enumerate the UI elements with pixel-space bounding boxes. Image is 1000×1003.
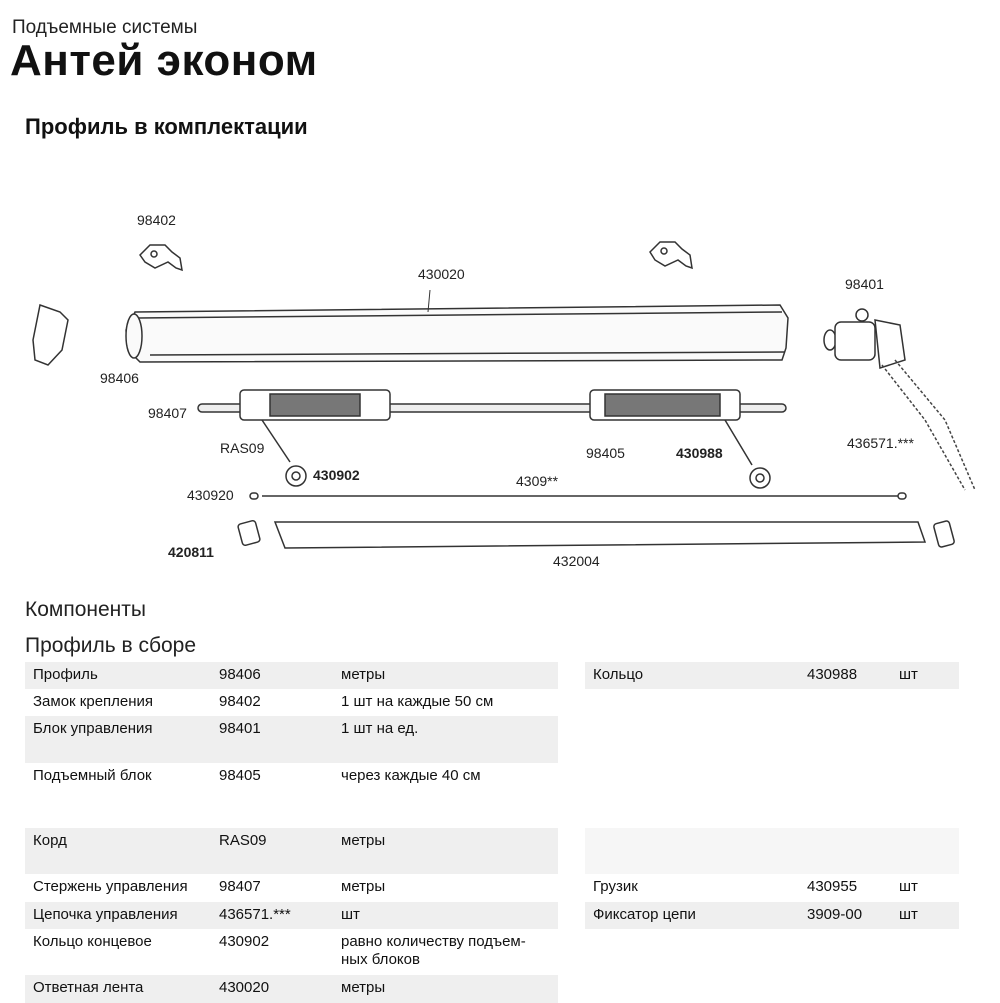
cell-name: Замок крепления xyxy=(33,693,154,710)
cell-name: Кольцо xyxy=(593,666,644,683)
label-98401: 98401 xyxy=(845,276,884,292)
cell-name: Кольцо концевое xyxy=(33,933,152,950)
cell-name: Корд xyxy=(33,832,67,849)
label-98406: 98406 xyxy=(100,370,139,386)
assembly-heading: Профиль в сборе xyxy=(25,634,197,657)
cell-code: 98406 xyxy=(219,666,261,683)
cell-code: 430988 xyxy=(807,666,858,683)
category-label: Подъемные системы xyxy=(12,17,198,38)
page-title: Антей эконом xyxy=(10,36,318,85)
bracket-right xyxy=(650,242,692,268)
table-row xyxy=(25,689,558,716)
label-98402: 98402 xyxy=(137,212,176,228)
table-row xyxy=(25,975,558,1003)
cell-qty: метры xyxy=(341,832,386,849)
end-cap xyxy=(33,305,68,365)
lift-block-right xyxy=(590,390,740,420)
cell-code: 430902 xyxy=(219,933,270,950)
clip-left xyxy=(237,520,260,546)
cell-name: Цепочка управления xyxy=(33,906,178,923)
table-row xyxy=(25,716,558,763)
cell-code: 3909-00 xyxy=(807,906,863,923)
label-432004: 432004 xyxy=(553,553,600,569)
cell-name: Ответная лента xyxy=(33,979,144,996)
label-436571: 436571.*** xyxy=(847,435,914,451)
label-ras09: RAS09 xyxy=(220,440,265,456)
cell-code: 430955 xyxy=(807,878,858,895)
cell-code: RAS09 xyxy=(219,832,267,849)
cell-qty: шт xyxy=(899,666,918,683)
cell-qty: 1 шт на ед. xyxy=(341,720,419,737)
clip-right xyxy=(933,520,955,547)
cell-name: Подъемный блок xyxy=(33,767,152,784)
lift-block-left xyxy=(240,390,390,420)
table-row xyxy=(25,828,558,874)
label-420811: 420811 xyxy=(168,544,214,560)
cell-qty: метры xyxy=(341,666,386,683)
table-row xyxy=(25,902,558,929)
cell-name: Стержень управления xyxy=(33,878,188,895)
cell-code: 436571.*** xyxy=(219,906,291,923)
table-row xyxy=(585,874,959,902)
table-row xyxy=(25,929,558,975)
control-block xyxy=(824,309,905,368)
label-430988: 430988 xyxy=(676,445,723,461)
cell-code: 430020 xyxy=(219,979,270,996)
label-430902: 430902 xyxy=(313,467,360,483)
cell-code: 98405 xyxy=(219,767,261,784)
cell-qty: метры xyxy=(341,878,386,895)
ring-left xyxy=(262,420,306,486)
section-title: Профиль в комплектации xyxy=(25,114,308,139)
cell-qty: метры xyxy=(341,979,386,996)
cell-qty: через каждые 40 см xyxy=(341,767,481,784)
components-heading: Компоненты xyxy=(25,598,146,621)
bracket-left xyxy=(140,245,182,270)
exploded-diagram xyxy=(0,150,1000,590)
ring-right xyxy=(725,420,770,488)
cell-qty-line2: ных блоков xyxy=(341,951,420,968)
table-row xyxy=(25,763,558,828)
cell-name: Фиксатор цепи xyxy=(593,906,696,923)
weight-bar xyxy=(250,493,906,499)
cell-code: 98401 xyxy=(219,720,261,737)
cell-qty: шт xyxy=(899,878,918,895)
cell-name: Грузик xyxy=(593,878,638,895)
label-430020: 430020 xyxy=(418,266,465,282)
cell-name: Профиль xyxy=(33,666,98,683)
cell-qty: шт xyxy=(899,906,918,923)
table-row xyxy=(585,662,959,689)
table-row xyxy=(25,662,558,689)
label-4309: 4309** xyxy=(516,473,559,489)
cell-code: 98402 xyxy=(219,693,261,710)
bottom-rail xyxy=(275,522,925,548)
label-98405: 98405 xyxy=(586,445,625,461)
cell-code: 98407 xyxy=(219,878,261,895)
chain xyxy=(882,360,975,490)
cell-qty: 1 шт на каждые 50 см xyxy=(341,693,494,710)
label-98407: 98407 xyxy=(148,405,187,421)
table-row xyxy=(25,874,558,902)
blank-row xyxy=(585,828,959,874)
cell-qty: равно количеству подъем- xyxy=(341,933,526,950)
label-430920: 430920 xyxy=(187,487,234,503)
cell-name: Блок управления xyxy=(33,720,153,737)
table-row xyxy=(585,902,959,929)
cell-qty: шт xyxy=(341,906,360,923)
profile-rail xyxy=(126,305,788,362)
